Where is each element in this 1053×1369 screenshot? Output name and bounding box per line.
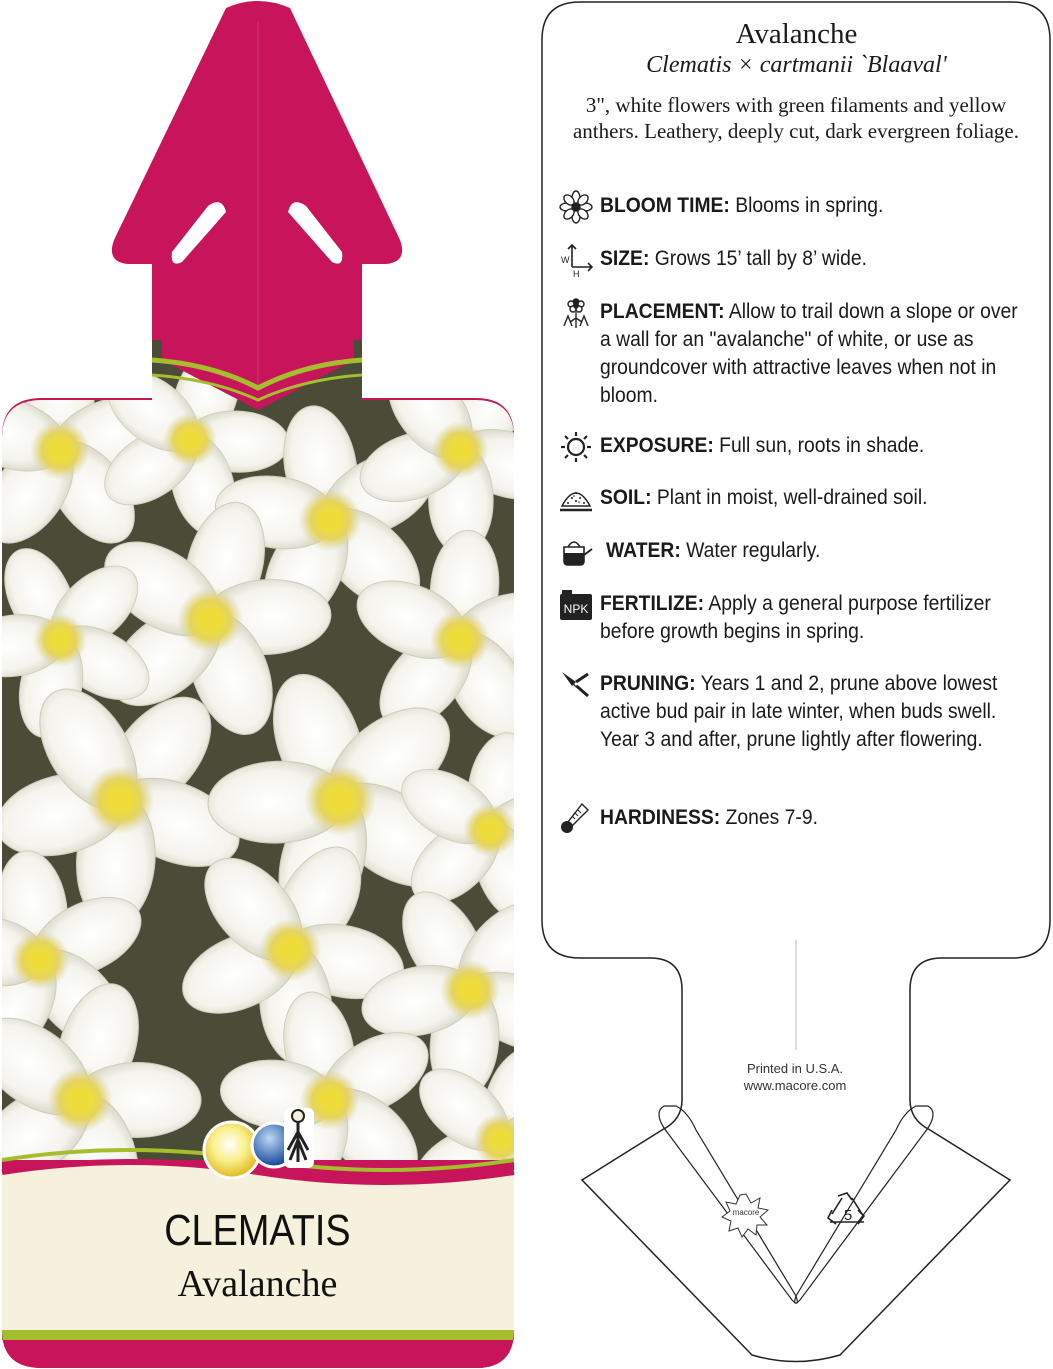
- svg-text:W: W: [561, 255, 570, 265]
- svg-text:H: H: [573, 269, 580, 277]
- care-label: EXPOSURE:: [600, 434, 714, 457]
- recycle-number: 5: [843, 1207, 853, 1224]
- care-value: Allow to trail down a slope or over a wall for an "avalanche" of white, or use as groundcover with attractive leaves when not in bloom.: [600, 300, 1018, 407]
- thermometer-icon: [558, 802, 594, 836]
- front-variety-name: Avalanche: [177, 1263, 338, 1305]
- care-label: WATER:: [606, 539, 681, 562]
- npk-fertilizer-icon: [558, 588, 594, 622]
- soil-icon: [558, 482, 594, 516]
- flower-icon: [558, 190, 594, 224]
- care-value: Years 1 and 2, prune above lowest active bud pair in late winter, when buds swell. Year 3 and after, prune lightly after flowering.: [600, 672, 998, 751]
- printed-website: www.macore.com: [743, 1078, 847, 1093]
- care-label: PLACEMENT:: [600, 300, 725, 323]
- plant-description: 3", white flowers with green filaments and yellow anthers. Leathery, deeply cut, dark evergreen foliage.: [572, 93, 1020, 143]
- care-value: Apply a general purpose fertilizer before growth begins in spring.: [600, 592, 991, 643]
- pruning-shears-icon: [558, 668, 594, 702]
- svg-text:NPK: NPK: [563, 602, 589, 616]
- watering-can-icon: [558, 535, 594, 569]
- back-title: Avalanche: [735, 18, 858, 50]
- care-value: Blooms in spring.: [735, 194, 884, 217]
- care-label: PRUNING:: [600, 672, 696, 695]
- care-label: BLOOM TIME:: [600, 194, 730, 217]
- macore-logo-text: macore: [732, 1208, 760, 1217]
- care-value: Water regularly.: [686, 539, 821, 562]
- care-label: SIZE:: [600, 247, 650, 270]
- botanical-name: Clematis × cartmanii `Blaaval': [646, 52, 947, 78]
- front-genus-title: CLEMATIS: [164, 1206, 351, 1255]
- printed-country: Printed in U.S.A.: [746, 1061, 844, 1076]
- care-value: Full sun, roots in shade.: [719, 434, 925, 457]
- printed-info: [700, 1060, 890, 1094]
- size-arrows-icon: [558, 243, 594, 277]
- care-value: Zones 7-9.: [725, 806, 818, 829]
- care-value: Grows 15’ tall by 8’ wide.: [654, 247, 868, 270]
- care-label: SOIL:: [600, 486, 652, 509]
- care-label: FERTILIZE:: [600, 592, 705, 615]
- care-value: Plant in moist, well-drained soil.: [656, 486, 928, 509]
- placement-flowers-icon: [558, 296, 594, 330]
- sun-icon: [558, 430, 594, 464]
- care-label: HARDINESS:: [600, 806, 721, 829]
